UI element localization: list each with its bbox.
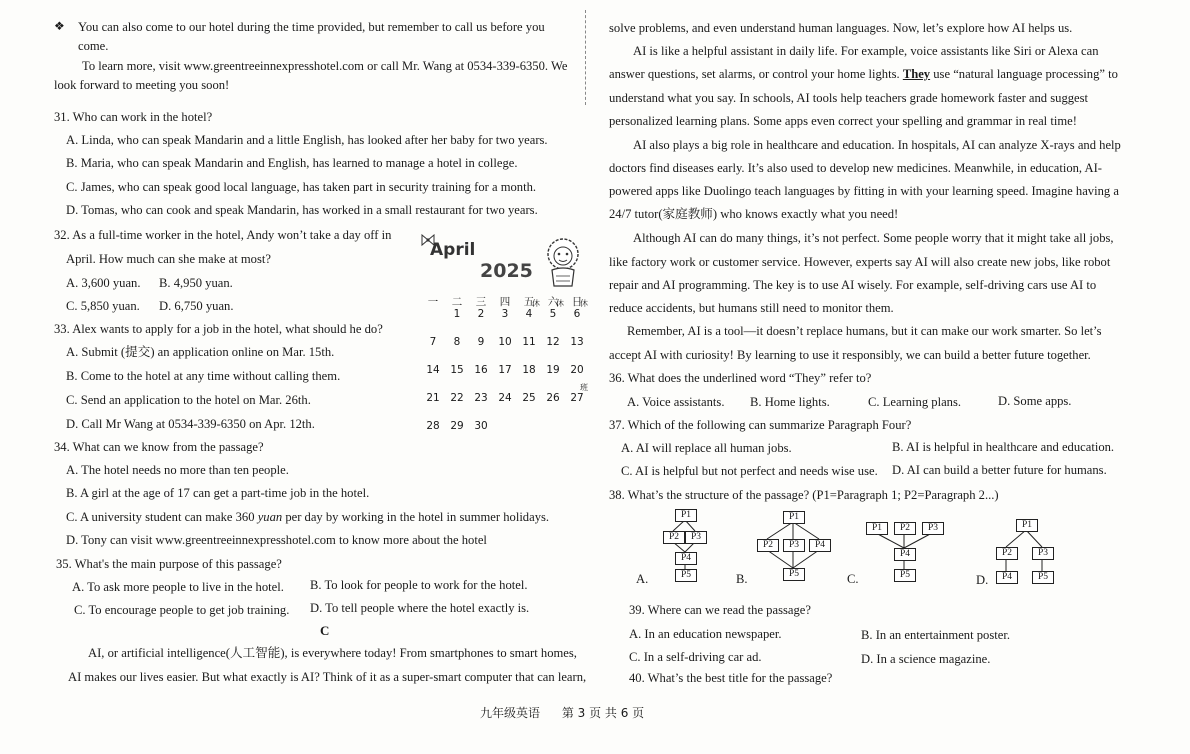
calendar-weekday: 二 [451,296,463,308]
q39-option-b[interactable]: B. In an entertainment poster. [861,628,1010,642]
q36-option-c[interactable]: C. Learning plans. [868,395,962,409]
q32-stem-line-1: 32. As a full-time worker in the hotel, Andy won’t take a day off in [54,228,392,242]
q38-option-label[interactable]: A. [636,572,649,586]
calendar-day: 19 [546,364,560,376]
calendar-day: 10 [498,336,512,348]
q35-option-b[interactable]: B. To look for people to work for the hotel. [310,578,528,592]
q38-option-label[interactable]: B. [736,572,748,586]
calendar-holiday-mark: 休 [580,299,588,308]
p1-line-2-end: use “natural language processing” to [930,67,1118,81]
calendar-day: 16 [474,364,488,376]
passage-p1-line-3: understand what you say. In schools, AI tools help teachers grade homework faster and suggest [609,91,1089,105]
q33-option-c[interactable]: C. Send an application to the hotel on Mar. 26th. [66,393,311,407]
calendar-day: 24 [498,392,512,404]
calendar-day: 23 [474,392,488,404]
paragraph-box: P3 [922,522,944,535]
footer-subject: 九年级英语 [480,706,541,720]
q36-option-a[interactable]: A. Voice assistants. [627,395,725,409]
q39-option-c[interactable]: C. In a self-driving car ad. [629,650,762,664]
q34-option-c[interactable] [66,510,549,525]
q33-stem: 33. Alex wants to apply for a job in the hotel, what should he do? [54,322,383,336]
calendar-day: 21 [426,392,440,404]
passage-p1-line-2 [609,67,1118,82]
q36-stem: 36. What does the underlined word “They” refer to? [609,371,872,385]
calendar-day: 5 [549,308,557,320]
fold-line [585,10,586,105]
paragraph-box: P2 [894,522,916,535]
calendar-day: 18 [522,364,536,376]
calendar-day: 3 [501,308,509,320]
q37-stem: 37. Which of the following can summarize Paragraph Four? [609,418,912,432]
calendar-weekday: 一 [427,296,439,308]
q33-option-a[interactable]: A. Submit (提交) an application online on Mar. 15th. [66,345,335,359]
q37-option-d[interactable]: D. AI can build a better future for humans. [892,463,1107,477]
q33-option-d[interactable]: D. Call Mr Wang at 0534-339-6350 on Apr. 12th. [66,417,315,431]
paragraph-box: P4 [675,552,697,565]
passage-p4-line-1: Remember, AI is a tool—it doesn’t replace humans, but it can make our work smarter. So let’s [627,324,1102,338]
underlined-they: They [902,67,931,81]
passage-p2-line-1: AI also plays a big role in healthcare and education. In hospitals, AI can analyze X-rays and help [633,138,1121,152]
paragraph-box: P5 [894,569,916,582]
q36-option-b[interactable]: B. Home lights. [750,395,830,409]
diagram-connector [793,550,819,568]
passage-p2-line-4: 24/7 tutor(家庭教师) who knows exactly what you need! [609,207,899,221]
q32-option-d[interactable]: D. 6,750 yuan. [159,299,234,313]
q39-stem: 39. Where can we read the passage? [629,603,811,617]
paragraph-box: P1 [1016,519,1038,532]
q38-option-label[interactable]: D. [976,573,989,587]
paragraph-box: P3 [1032,547,1054,560]
passage-p0: solve problems, and even understand human languages. Now, let’s explore how AI helps us. [609,21,1073,35]
calendar-day: 11 [522,336,536,348]
calendar-day: 13 [570,336,584,348]
paragraph-box: P2 [996,547,1018,560]
paragraph-box: P3 [685,531,707,544]
passage-p2-line-2: doctors find diseases early. It’s also used to develop new medicines. Meanwhile, in education, AI- [609,161,1103,175]
diagram-connector [1026,530,1042,547]
paragraph-box: P4 [894,548,916,561]
calendar-day: 12 [546,336,560,348]
q31-option-b[interactable]: B. Maria, who can speak Mandarin and English, has learned to manage a hotel in college. [66,156,518,170]
q39-option-a[interactable]: A. In an education newspaper. [629,627,782,641]
paragraph-box: P5 [783,568,805,581]
paragraph-box: P1 [866,522,888,535]
calendar-workday-mark: 班 [580,383,588,392]
passage-p1-line-1: AI is like a helpful assistant in daily life. For example, voice assistants like Siri or Alexa can [633,44,1099,58]
calendar-day: 6 [573,308,581,320]
passage-p3-line-4: reduce accidents, but humans still need to monitor them. [609,301,894,315]
q33-option-b[interactable]: B. Come to the hotel at any time without calling them. [66,369,341,383]
diagram-connector [767,522,793,539]
paragraph-box: P4 [809,539,831,552]
calendar-weekday: 三 [475,296,487,308]
q35-stem: 35. What's the main purpose of this passage? [56,557,282,571]
q37-option-c[interactable]: C. AI is helpful but not perfect and needs wise use. [621,464,878,478]
passage-c-line-1: AI, or artificial intelligence(人工智能), is everywhere today! From smartphones to smart homes, [88,646,577,660]
calendar-day: 9 [477,336,485,348]
passage-p1-line-4: personalized learning plans. Some apps even correct your spelling and grammar in real time! [609,114,1077,128]
contact-line-1: To learn more, visit www.greentreeinnexpresshotel.com or call Mr. Wang at 0534-339-6350. We [82,59,568,73]
q34-option-c-post: per day by working in the hotel in summer holidays. [282,510,550,524]
q34-option-d[interactable]: D. Tony can visit www.greentreeinnexpresshotel.com to know more about the hotel [66,533,487,547]
diagram-connector [876,533,904,548]
calendar-month: April [430,240,476,260]
diagram-connector [767,550,793,568]
calendar-weekday: 五 [523,296,535,308]
calendar-day: 26 [546,392,560,404]
q39-option-d[interactable]: D. In a science magazine. [861,652,991,666]
diagram-connector [1006,530,1026,547]
q37-option-a[interactable]: A. AI will replace all human jobs. [621,441,792,455]
paragraph-box: P5 [1032,571,1054,584]
p1-line-2-start: answer questions, set alarms, or control your home lights. [609,67,903,81]
calendar-day: 22 [450,392,464,404]
q34-option-c-pre: C. A university student can make 360 [66,510,258,524]
q34-option-c-em: yuan [257,510,283,524]
diagram-connector [904,533,932,548]
passage-p3-line-3: repair and AI programming. The key is to use AI wisely. For example, self-driving cars use AI to [609,278,1097,292]
calendar-day: 14 [426,364,440,376]
calendar-holiday-mark: 休 [532,299,540,308]
q32-option-c[interactable]: C. 5,850 yuan. [66,299,140,313]
page-footer [480,704,662,721]
q32-option-b[interactable]: B. 4,950 yuan. [159,276,233,290]
calendar-day: 27 [570,392,584,404]
calendar-day: 17 [498,364,512,376]
april-calendar [418,232,593,442]
calendar-day: 15 [450,364,464,376]
passage-c-line-2: AI makes our lives easier. But what exactly is AI? Think of it as a super-smart computer that can learn, [68,670,587,684]
paragraph-box: P3 [783,539,805,552]
q31-option-a[interactable]: A. Linda, who can speak Mandarin and a little English, has looked after her baby for two years. [66,133,548,147]
calendar-weekday: 日 [571,296,583,308]
q34-stem: 34. What can we know from the passage? [54,440,264,454]
paragraph-box: P2 [757,539,779,552]
bullet-text-line-2: come. [78,39,109,53]
q40-stem: 40. What’s the best title for the passage? [629,671,833,685]
q34-option-a[interactable]: A. The hotel needs no more than ten people. [66,463,289,477]
diamond-bullet-icon: ❖ [54,19,65,33]
lion-mascot-icon [540,236,586,290]
calendar-day: 28 [426,420,440,432]
bullet-text-line-1: You can also come to our hotel during the time provided, but remember to call us before you [78,20,545,34]
calendar-day: 25 [522,392,536,404]
calendar-day: 29 [450,420,464,432]
calendar-weekday: 四 [499,296,511,308]
q32-stem-line-2: April. How much can she make at most? [66,252,271,266]
q36-option-d[interactable]: D. Some apps. [998,394,1072,408]
q35-option-c[interactable]: C. To encourage people to get job training. [74,603,290,617]
calendar-day: 8 [453,336,461,348]
q35-option-d[interactable]: D. To tell people where the hotel exactly is. [310,601,530,615]
calendar-day: 4 [525,308,533,320]
passage-p3-line-1: Although AI can do many things, it’s not perfect. Some people worry that it might take all jobs, [633,231,1114,245]
paragraph-box: P1 [675,509,697,522]
calendar-day: 7 [429,336,437,348]
passage-p4-line-2: accept AI with curiosity! By learning to use it responsibly, we can build a better future together. [609,348,1091,362]
paragraph-box: P2 [663,531,685,544]
contact-line-2: look forward to meeting you soon! [54,78,230,92]
q31-option-c[interactable]: C. James, who can speak good local language, has taken part in security training for a month. [66,180,537,194]
calendar-day: 30 [474,420,488,432]
calendar-year: 2025 [480,260,533,282]
section-c-heading: C [320,623,330,638]
q34-option-b[interactable]: B. A girl at the age of 17 can get a part-time job in the hotel. [66,486,370,500]
calendar-day: 20 [570,364,584,376]
calendar-holiday-mark: 休 [556,299,564,308]
q32-option-a[interactable]: A. 3,600 yuan. [66,276,141,290]
q31-option-d[interactable]: D. Tomas, who can cook and speak Mandarin, has worked in a small restaurant for two years. [66,203,538,217]
calendar-weekday: 六 [547,296,559,308]
q38-option-label[interactable]: C. [847,572,859,586]
q31-stem: 31. Who can work in the hotel? [54,110,213,124]
passage-p2-line-3: powered apps like Duolingo teach languages by fitting in with your learning speed. Imagine having a [609,184,1119,198]
passage-p3-line-2: like factory work or customer service. However, experts say AI will also create new jobs, like robot [609,255,1111,269]
q35-option-a[interactable]: A. To ask more people to live in the hotel. [72,580,284,594]
q38-stem: 38. What’s the structure of the passage? (P1=Paragraph 1; P2=Paragraph 2...) [609,488,999,502]
paragraph-box: P4 [996,571,1018,584]
paragraph-box: P5 [675,569,697,582]
calendar-day: 1 [453,308,461,320]
footer-page-number: 第 3 页 共 6 页 [561,706,645,720]
diagram-connector [793,522,819,539]
paragraph-box: P1 [783,511,805,524]
q37-option-b[interactable]: B. AI is helpful in healthcare and education. [892,440,1115,454]
calendar-day: 2 [477,308,485,320]
